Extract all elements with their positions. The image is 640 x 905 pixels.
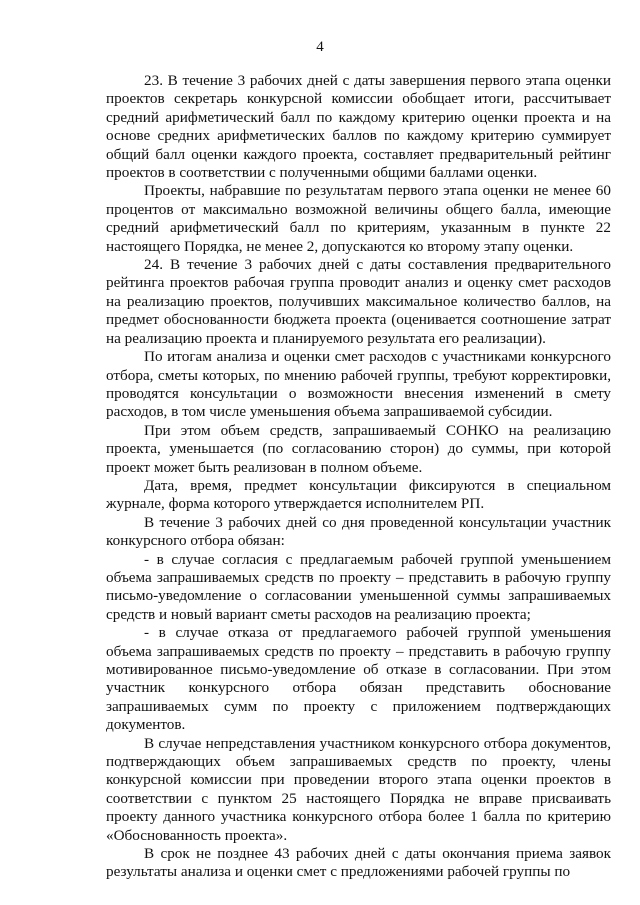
- paragraph-funding-reduction: При этом объем средств, запрашиваемый СОНКО на реализацию проекта, уменьшается (по согласованию сторон) до суммы, при которой проект может быть реализован в полном объеме.: [106, 421, 611, 476]
- paragraph-consultations: По итогам анализа и оценки смет расходов с участниками конкурсного отбора, сметы которых, по мнению рабочей группы, требуют корректировки, проводятся консультации о возможности внесения изменений в смету расходов, в том числе уменьшения объема запрашиваемой субсидии.: [106, 348, 611, 421]
- list-item-agreement: - в случае согласия с предлагаемым рабочей группой уменьшением объема запрашиваемых средств по проекту – представить в рабочую группу письмо-уведомление о согласовании уменьшенной суммы запрашиваемых средств и новый вариант сметы расходов на реализацию проекта;: [106, 550, 611, 623]
- paragraph-non-submission: В случае непредставления участником конкурсного отбора документов, подтверждающих объем запрашиваемых средств по проекту, члены конкурсной комиссии при проведении второго этапа оценки проектов в соответствии с пунктом 25 настоящего Порядка не вправе присваивать проекту данного участника конкурсного отбора более 1 балла по критерию «Обоснованность проекта».: [106, 734, 611, 844]
- document-body: [106, 72, 611, 882]
- paragraph-consultation-log: Дата, время, предмет консультации фиксируются в специальном журнале, форма которого утверждается исполнителем РП.: [106, 476, 611, 513]
- page-number: 4: [316, 39, 324, 55]
- paragraph-23: 23. В течение 3 рабочих дней с даты завершения первого этапа оценки проектов секретарь конкурсной комиссии обобщает итоги, рассчитывает средний арифметический балл по каждому критерию оценки проекта и на основе средних арифметических баллов по каждому критерию суммирует общий балл оценки каждого проекта, составляет предварительный рейтинг проектов в соответствии с полученными общими баллами оценки.: [106, 72, 611, 182]
- paragraph-admission-threshold: Проекты, набравшие по результатам первого этапа оценки не менее 60 процентов от максимально возможной величины общего балла, имеющие средний арифметический балл по критериям, указанным в пункте 22 настоящего Порядка, не менее 2, допускаются ко второму этапу оценки.: [106, 182, 611, 255]
- paragraph-deadline: В срок не позднее 43 рабочих дней с даты окончания приема заявок результаты анализа и оценки смет с предложениями рабочей группы по: [106, 845, 611, 881]
- paragraph-24: 24. В течение 3 рабочих дней с даты составления предварительного рейтинга проектов рабочая группа проводит анализ и оценку смет расходов на реализацию проектов, получивших максимальное количество баллов, на предмет обоснованности бюджета проекта (оценивается соотношение затрат на реализацию проекта и планируемого результата его реализации).: [106, 256, 611, 347]
- list-item-refusal: - в случае отказа от предлагаемого рабочей группой уменьшения объема запрашиваемых средств по проекту – представить в рабочую группу мотивированное письмо-уведомление об отказе в согласовании. При этом участник конкурсного отбора обязан представить обоснование запрашиваемых сумм по проекту с приложением подтверждающих документов.: [106, 624, 611, 734]
- paragraph-participant-obligations: В течение 3 рабочих дней со дня проведенной консультации участник конкурсного отбора обязан:: [106, 513, 611, 550]
